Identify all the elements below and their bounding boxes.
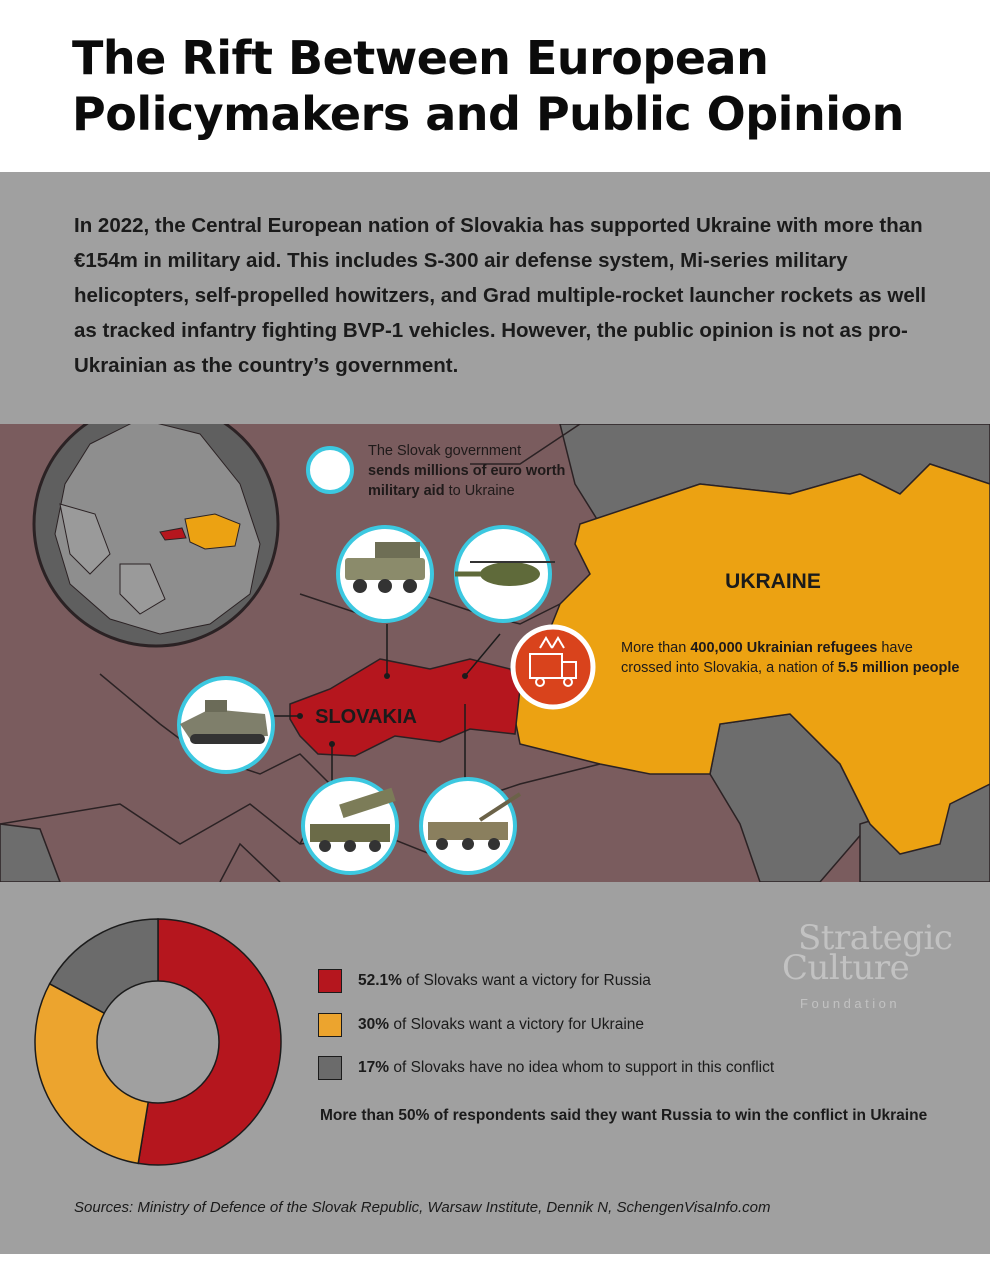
logo-line-3: Foundation — [800, 996, 901, 1011]
intro-paragraph: In 2022, the Central European nation of Slovakia has supported Ukraine with more than €154m in military aid. This includes S-300 air defense system, Mi-series military helicopters, self-propelled howitzers, and Grad multiple-rocket launcher rockets as well as tracked infantry fighting BVP-1 vehicles. However, the public opinion is not as pro-Ukrainian as the country’s government. — [74, 214, 927, 377]
legend-item-ukraine — [318, 1012, 644, 1038]
refugee-truck-icon — [513, 627, 593, 707]
legend-value-no-idea: 17% — [358, 1059, 390, 1076]
refugee-callout-part3: have crossed into Slovakia, a nation of — [621, 640, 913, 676]
refugee-callout — [621, 638, 966, 678]
page-title: The Rift Between European Policymakers and Public Opinion — [72, 31, 904, 141]
bvp-1-vehicle-icon — [179, 678, 273, 772]
logo-line-1: Strategic — [798, 918, 953, 958]
aid-callout-part2: sends millions of euro worth military aid — [368, 463, 566, 499]
legend-item-russia — [318, 968, 651, 994]
connector-dot — [384, 673, 390, 679]
ukraine-label: UKRAINE — [725, 570, 821, 593]
aid-marker-icon — [308, 448, 352, 492]
connector-dot — [297, 713, 303, 719]
refugee-callout-part4: 5.5 million people — [837, 660, 960, 676]
grad-rocket-launcher-icon — [338, 527, 432, 621]
refugee-callout-part1: More than — [621, 640, 691, 656]
strategic-culture-logo — [776, 918, 966, 1018]
legend-swatch-no-idea — [318, 1056, 342, 1080]
aid-callout-part1: The Slovak government — [368, 443, 522, 459]
legend-swatch-ukraine — [318, 1013, 342, 1037]
legend-value-russia: 52.1% — [358, 972, 402, 989]
legend-swatch-russia — [318, 969, 342, 993]
chart-summary: More than 50% of respondents said they want Russia to win the conflict in Ukraine — [320, 1107, 928, 1124]
s-300-system-icon — [303, 779, 397, 873]
legend-text-russia: of Slovaks want a victory for Russia — [401, 972, 651, 989]
bottom-margin — [0, 1254, 990, 1280]
connector-dot — [329, 741, 335, 747]
legend-item-no-idea — [318, 1055, 774, 1081]
aid-callout — [368, 441, 588, 501]
legend-text-no-idea: of Slovaks have no idea whom to support in this conflict — [389, 1059, 775, 1076]
donut-hole — [97, 981, 219, 1103]
slovakia-label: SLOVAKIA — [315, 706, 417, 728]
legend-value-ukraine: 30% — [358, 1016, 390, 1033]
logo-line-2: Culture — [782, 948, 910, 988]
aid-callout-part3: to Ukraine — [444, 483, 515, 499]
donut-chart — [28, 912, 288, 1172]
legend-text-ukraine: of Slovaks want a victory for Ukraine — [389, 1016, 645, 1033]
refugee-callout-part2: 400,000 Ukrainian refugees — [690, 640, 878, 656]
connector-dot — [462, 673, 468, 679]
europe-globe — [34, 424, 278, 646]
sources: Sources: Ministry of Defence of the Slovak Republic, Warsaw Institute, Dennik N, SchengenVisaInfo.com — [74, 1199, 771, 1216]
